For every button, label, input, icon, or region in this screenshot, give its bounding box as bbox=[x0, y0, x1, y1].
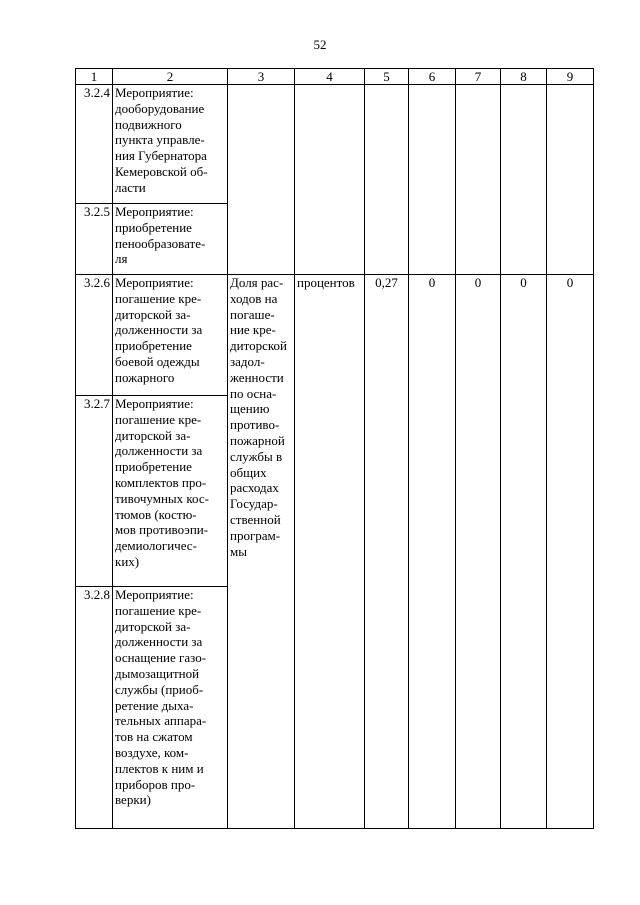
row-number: 3.2.5 bbox=[76, 204, 113, 275]
row-number: 3.2.6 bbox=[76, 275, 113, 396]
header-cell: 7 bbox=[456, 69, 501, 85]
header-cell: 5 bbox=[365, 69, 409, 85]
indicator-value-7: 0 bbox=[456, 275, 501, 829]
program-table bbox=[75, 68, 594, 829]
table-row bbox=[76, 85, 594, 204]
header-cell: 2 bbox=[113, 69, 228, 85]
indicator-value-6: 0 bbox=[409, 275, 456, 829]
table-row bbox=[76, 275, 594, 396]
row-number: 3.2.7 bbox=[76, 396, 113, 587]
row-text: Мероприятие: погашение кре- диторской за- долженности за приобретение боевой одежды пожарного bbox=[113, 275, 228, 396]
row-text: Мероприятие: погашение кре- диторской за- долженности за оснащение газо- дымозащитной службы (приоб- ретение дыха- тельных аппара- тов на сжатом воздухе, ком- плектов к ним и приборов про- верки) bbox=[113, 587, 228, 829]
empty-cell bbox=[409, 85, 456, 275]
indicator-value-9: 0 bbox=[547, 275, 594, 829]
header-cell: 3 bbox=[228, 69, 295, 85]
indicator-unit: процентов bbox=[295, 275, 365, 829]
row-text: Мероприятие: дооборудование подвижного пункта управле- ния Губернатора Кемеровской об- ласти bbox=[113, 85, 228, 204]
empty-cell bbox=[228, 85, 295, 275]
row-text: Мероприятие: приобретение пенообразовате- ля bbox=[113, 204, 228, 275]
header-cell: 4 bbox=[295, 69, 365, 85]
indicator-name: Доля рас- ходов на погаше- ние кре- диторской задол- женности по осна- щению противо- пожарной службы в общих расходах Государ- ственной програм- мы bbox=[228, 275, 295, 829]
empty-cell bbox=[501, 85, 547, 275]
indicator-value-8: 0 bbox=[501, 275, 547, 829]
row-text: Мероприятие: погашение кре- диторской за- долженности за приобретение комплектов про- тивочумных кос- тюмов (костю- мов противоэпи- демиологичес- ких) bbox=[113, 396, 228, 587]
empty-cell bbox=[295, 85, 365, 275]
empty-cell bbox=[456, 85, 501, 275]
header-cell: 8 bbox=[501, 69, 547, 85]
row-number: 3.2.4 bbox=[76, 85, 113, 204]
empty-cell bbox=[365, 85, 409, 275]
indicator-value-5: 0,27 bbox=[365, 275, 409, 829]
header-cell: 6 bbox=[409, 69, 456, 85]
header-row bbox=[76, 69, 594, 85]
empty-cell bbox=[547, 85, 594, 275]
row-number: 3.2.8 bbox=[76, 587, 113, 829]
page-number: 52 bbox=[313, 37, 327, 52]
header-cell: 9 bbox=[547, 69, 594, 85]
header-cell: 1 bbox=[76, 69, 113, 85]
